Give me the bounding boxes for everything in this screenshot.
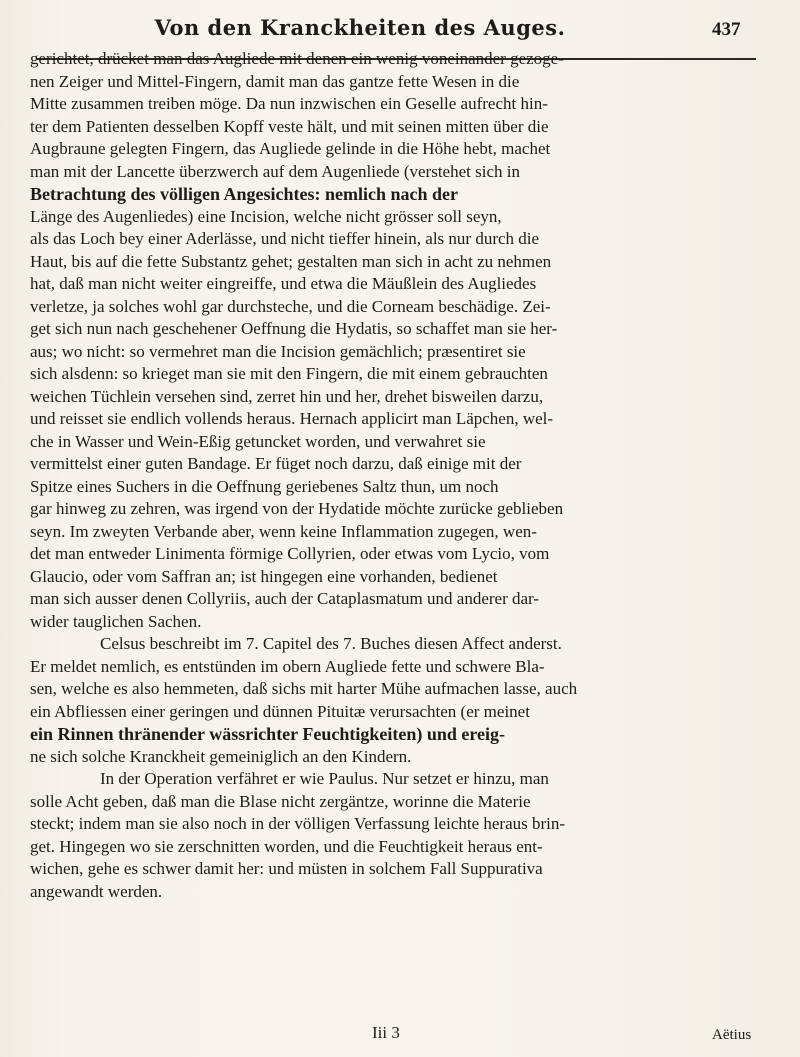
text-line: wider tauglichen Sachen.: [30, 611, 202, 631]
text-line: steckt; indem man sie also noch in der völligen Verfassung leichte heraus brin-: [30, 814, 566, 833]
text-line: als das Loch bey einer Aderlässe, und nicht tieffer hinein, als nur durch die: [30, 229, 540, 248]
signature-mark: Iii 3: [372, 1023, 400, 1042]
text-line: man mit der Lancette überzwerch auf dem Augenliede (verstehet sich in: [30, 161, 520, 181]
text-line: det man entweder Linimenta förmige Collyrien, oder etwas vom Lycio, vom: [30, 544, 550, 563]
text-line: Glaucio, oder vom Saffran an; ist hingegen eine vorhanden, bedienet: [30, 566, 498, 586]
text-line: sen, welche es also hemmeten, daß sichs mit harter Mühe aufmachen lasse, auch: [30, 679, 578, 698]
text-line: wichen, gehe es schwer damit her: und müsten in solchem Fall Suppurativa: [30, 859, 543, 878]
text-line: ein Abfliessen einer geringen und dünnen Pituitæ verursachten (er meinet: [30, 701, 530, 721]
page-number: 437: [712, 19, 741, 40]
catchword: Aëtius: [712, 1027, 752, 1043]
page-footer: [0, 1022, 800, 1048]
text-line: Mitte zusammen treiben möge. Da nun inzwischen ein Geselle aufrecht hin-: [30, 94, 548, 113]
text-line: seyn. Im zweyten Verbande aber, wenn keine Inflammation zugegen, wen-: [30, 521, 537, 541]
text-line: get sich nun nach geschehener Oeffnung die Hydatis, so schaffet man sie her-: [30, 319, 558, 338]
text-line: che in Wasser und Wein-Eßig getuncket worden, und verwahret sie: [30, 431, 486, 451]
text-line: ein Rinnen thränender wässrichter Feuchtigkeiten) und ereig-: [30, 724, 505, 744]
text-line: gar hinweg zu zehren, was irgend von der Hydatide möchte zurücke geblieben: [30, 499, 564, 518]
text-line: aus; wo nicht: so vermehret man die Incision gemächlich; præsentiret sie: [30, 341, 526, 361]
text-line: hat, daß man nicht weiter eingreiffe, und etwa die Mäußlein des Augliedes: [30, 274, 537, 293]
text-line: In der Operation verfähret er wie Paulus. Nur setzet er hinzu, man: [100, 769, 549, 788]
text-line: sich alsdenn: so krieget man sie mit den Fingern, die mit einem gebrauchten: [30, 364, 548, 383]
text-line: Länge des Augenliedes) eine Incision, welche nicht grösser soll seyn,: [30, 206, 502, 226]
text-line: ter dem Patienten desselben Kopff veste hält, und mit seinen mitten über die: [30, 116, 549, 136]
text-line: und reisset sie endlich vollends heraus. Hernach applicirt man Läpchen, wel-: [30, 409, 554, 428]
text-line: weichen Tüchlein versehen sind, zerret hin und her, drehet bisweilen darzu,: [30, 386, 544, 406]
text-line: Spitze eines Suchers in die Oeffnung geriebenes Saltz thun, um noch: [30, 476, 499, 496]
text-line: solle Acht geben, daß man die Blase nicht zergäntze, worinne die Materie: [30, 791, 531, 811]
text-line: Haut, bis auf die fette Substantz gehet; gestalten man sich in acht zu nehmen: [30, 251, 552, 271]
text-line: vermittelst einer guten Bandage. Er füget noch darzu, daß einige mit der: [30, 454, 522, 473]
text-line: angewandt werden.: [30, 881, 163, 901]
text-line: ne sich solche Kranckheit gemeiniglich an den Kindern.: [30, 746, 412, 766]
text-line: gerichtet, drücket man das Augliede mit denen ein wenig voneinander gezoge-: [30, 49, 564, 68]
text-line: man sich ausser denen Collyriis, auch der Cataplasmatum und anderer dar-: [30, 589, 540, 608]
text-line: Augbraune gelegten Fingern, das Augliede gelinde in die Höhe hebt, machet: [30, 139, 551, 158]
text-line: Er meldet nemlich, es entstünden im obern Augliede fette und schwere Bla-: [30, 656, 545, 676]
text-line: Betrachtung des völligen Angesichtes: nemlich nach der: [30, 184, 458, 204]
text-line: verletze, ja solches wohl gar durchsteche, und die Corneam beschädige. Zei-: [30, 296, 551, 316]
text-line: get. Hingegen wo sie zerschnitten worden, und die Feuchtigkeit heraus ent-: [30, 836, 543, 856]
page-header: [0, 14, 800, 46]
text-line: Celsus beschreibt im 7. Capitel des 7. Buches diesen Affect anderst.: [100, 634, 562, 653]
body-text: [30, 48, 770, 903]
text-line: nen Zeiger und Mittel-Fingern, damit man das gantze fette Wesen in die: [30, 71, 520, 91]
running-head: Von den Kranckheiten des Auges.: [154, 15, 566, 40]
